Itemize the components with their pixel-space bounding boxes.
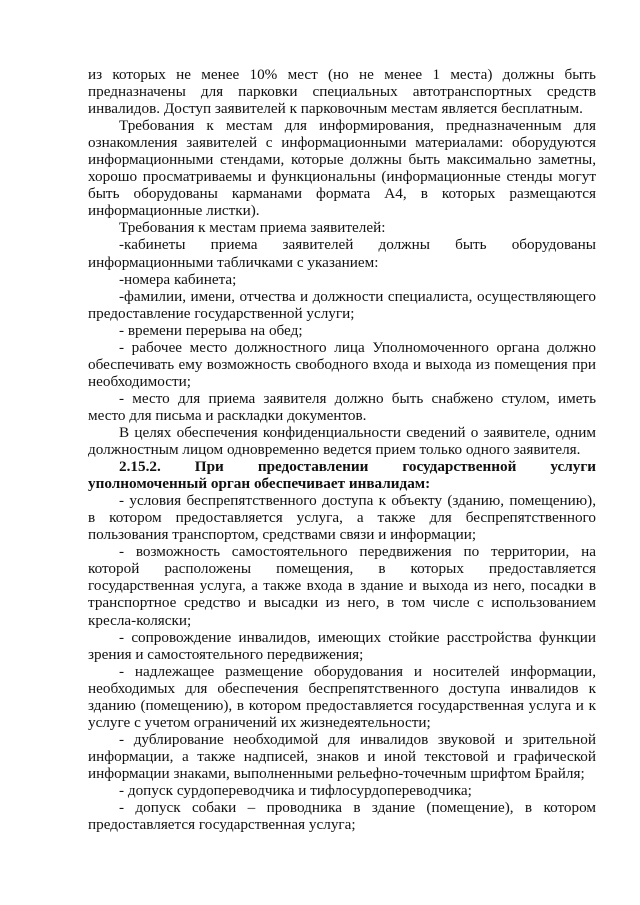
list-item-movement: - возможность самостоятельного передвижения по территории, на которой расположены помещения, в которых предоставляется государственная услуга, а также входа в здание и выхода из него, посадки в транспортное средство и высадки из него, в том числе с использованием кресла-коляски; — [88, 543, 596, 629]
document-page — [88, 66, 596, 833]
paragraph-info-places: Требования к местам для информирования, предназначенным для ознакомления заявителей с информационными материалами: оборудуются информационными стендами, которые должны быть максимально заметны, хорошо просматриваемы и функциональны (информационные стенды могут быть оборудованы карманами формата А4, в которых размещаются информационные листки). — [88, 117, 596, 220]
list-item-specialist-name: -фамилии, имени, отчества и должности специалиста, осуществляющего предоставление государственной услуги; — [88, 287, 596, 322]
list-item-escort: - сопровождение инвалидов, имеющих стойкие расстройства функции зрения и самостоятельного передвижения; — [88, 628, 596, 663]
list-item-cabinets: -кабинеты приема заявителей должны быть оборудованы информационными табличками с указанием: — [88, 236, 596, 271]
list-item-reception-place: - место для приема заявителя должно быть снабжено стулом, иметь место для письма и раскладки документов. — [88, 389, 596, 424]
list-item-equipment-placement: - надлежащее размещение оборудования и носителей информации, необходимых для обеспечения беспрепятственного доступа инвалидов к зданию (помещению), в котором предоставляется государственная услуга и к услуге с учетом ограничений их жизнедеятельности; — [88, 662, 596, 731]
paragraph-reception-requirements: Требования к местам приема заявителей: — [119, 219, 386, 237]
list-item-cabinet-number: -номера кабинета; — [119, 270, 237, 288]
paragraph-parking: из которых не менее 10% мест (но не менее 1 места) должны быть предназначены для парковки специальных автотранспортных средств инвалидов. Доступ заявителей к парковочным местам является бесплатным. — [88, 66, 596, 118]
paragraph-confidentiality: В целях обеспечения конфиденциальности сведений о заявителе, одним должностным лицом одновременно ведется прием только одного заявителя. — [88, 423, 596, 459]
list-item-sign-interpreter: - допуск сурдопереводчика и тифлосурдопереводчика; — [119, 781, 472, 799]
list-item-workplace: - рабочее место должностного лица Уполномоченного органа должно обеспечивать ему возможность свободного входа и выхода из помещения при необходимости; — [88, 338, 596, 390]
list-item-lunch-break: - времени перерыва на обед; — [119, 321, 303, 339]
list-item-access-conditions: - условия беспрепятственного доступа к объекту (зданию, помещению), в котором предоставляется услуга, а также для беспрепятственного пользования транспортом, средствами связи и информации; — [88, 492, 596, 544]
list-item-braille: - дублирование необходимой для инвалидов звуковой и зрительной информации, а также надписей, знаков и иной текстовой и графической информации знаками, выполненными рельефно-точечным шрифтом Брайля; — [88, 730, 596, 782]
section-heading-2-15-2: 2.15.2. При предоставлении государственной услуги уполномоченный орган обеспечивает инвалидам: — [88, 458, 596, 493]
list-item-guide-dog: - допуск собаки – проводника в здание (помещение), в котором предоставляется государственная услуга; — [88, 799, 596, 834]
